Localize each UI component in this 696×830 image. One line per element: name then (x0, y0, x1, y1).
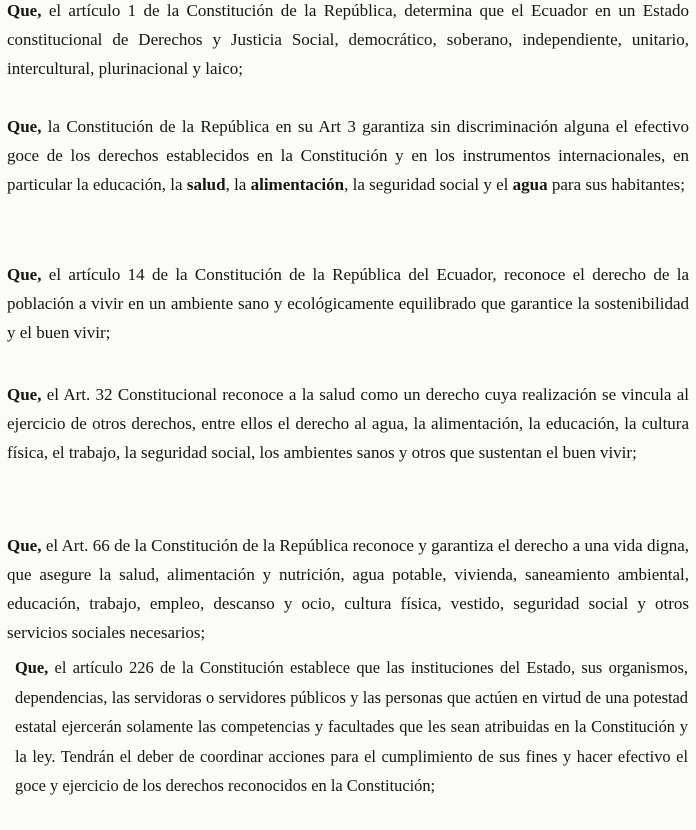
paragraph-text: el artículo 226 de la Constitución establece que las instituciones del Estado, sus organismos, dependencias, las servidoras o servidores públicos y las personas que actúen en virtud de una potestad estatal ejercerán solamente las competencias y facultades que les sean atribuidas en la Constitución y la ley. Tendrán el deber de coordinar acciones para el cumplimiento de sus fines y hacer efectivo el goce y ejercicio de los derechos reconocidos en la Constitución; (15, 658, 688, 795)
paragraph-lead: Que, (7, 265, 42, 284)
paragraph-lead: Que, (7, 536, 42, 555)
paragraph-article-3 (7, 112, 689, 199)
paragraph-article-66 (7, 531, 689, 647)
paragraph-lead: Que, (7, 385, 42, 404)
paragraph-text: el Art. 32 Constitucional reconoce a la salud como un derecho cuya realización se vincula al ejercicio de otros derechos, entre ellos el derecho al agua, la alimentación, la educación, la cultura física, el trabajo, la seguridad social, los ambientes sanos y otros que sustentan el buen vivir; (7, 385, 689, 462)
paragraph-article-14 (7, 260, 689, 347)
paragraph-text: el artículo 14 de la Constitución de la República del Ecuador, reconoce el derecho de la población a vivir en un ambiente sano y ecológicamente equilibrado que garantice la sostenibilidad y el buen vivir; (7, 265, 689, 342)
paragraph-text: el artículo 1 de la Constitución de la República, determina que el Ecuador en un Estado constitucional de Derechos y Justicia Social, democrático, soberano, independiente, unitario, intercultural, plurinacional y laico; (7, 1, 689, 78)
paragraph-article-32 (7, 380, 689, 467)
paragraph-article-1 (7, 0, 689, 83)
paragraph-text: , la (225, 175, 251, 194)
paragraph-lead: Que, (15, 658, 49, 677)
paragraph-text: el Art. 66 de la Constitución de la República reconoce y garantiza el derecho a una vida digna, que asegure la salud, alimentación y nutrición, agua potable, vivienda, saneamiento ambiental, educación, trabajo, empleo, descanso y ocio, cultura física, vestido, seguridad social y otros servicios sociales necesarios; (7, 536, 689, 642)
bold-term-alimentacion: alimentación (250, 175, 345, 194)
paragraph-lead: Que, (7, 117, 42, 136)
bold-term-agua: agua (512, 175, 548, 194)
paragraph-article-226 (15, 653, 688, 801)
paragraph-text: la Constitución de la República en su Art 3 garantiza sin discriminación alguna el efectivo goce de los derechos establecidos en la Constitución y en los instrumentos internacionales, en particular la educación, la (7, 117, 689, 194)
paragraph-lead: Que, (7, 1, 42, 20)
paragraph-text: para sus habitantes; (547, 175, 685, 194)
bold-term-salud: salud (186, 175, 226, 194)
paragraph-text: , la seguridad social y el (344, 175, 513, 194)
